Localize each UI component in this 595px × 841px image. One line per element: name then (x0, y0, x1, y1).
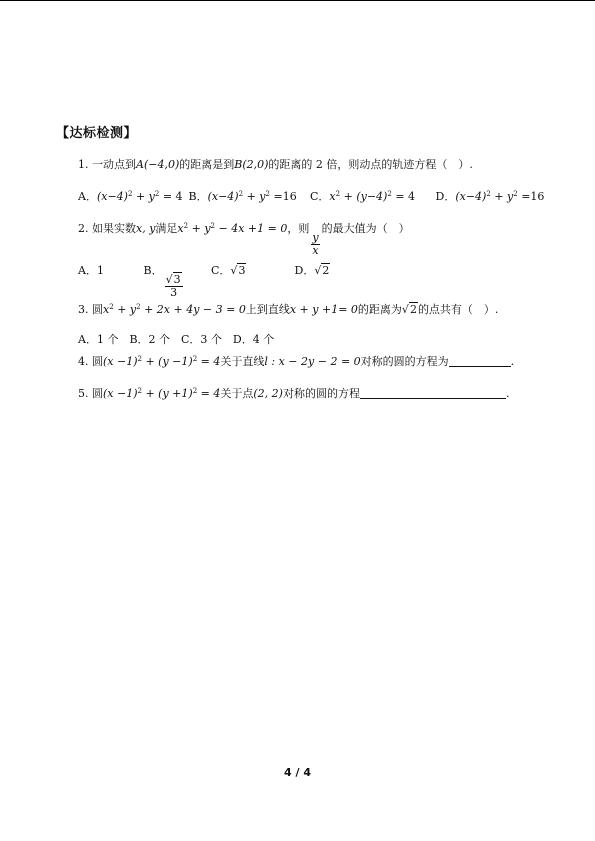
question-number: 3. (78, 303, 89, 316)
question-3: 3. 圆$x^2 + y^2 + 2x + 4y - 3 = 0$上到直线x + y +1= 0的距离为√2的点共有（ ）. (78, 303, 499, 316)
option-d: D．√2 (294, 264, 330, 277)
question-2: 2. 如果实数x, y满足$x^2 + y^2 - 4x +1 = 0$，则 $\frac{y}{x}$ 的最大值为（ ） (78, 222, 410, 257)
option-b: B．$(x-4)^2 + y^2 =16$ (188, 190, 297, 203)
point-b: B(2,0) (234, 158, 269, 171)
option-a: A．$(x-4)^2 + y^2 = 4$ (78, 190, 183, 203)
fraction-y-over-x: $\frac{y}{x}$ (312, 231, 319, 257)
question-number: 1. (78, 158, 89, 171)
question-1: 1. 一动点到A(−4,0)的距离是到B(2,0)的距离的 2 倍，则动点的轨迹方程（ ）. (78, 158, 473, 171)
option-c: C．√3 (211, 264, 246, 277)
question-number: 5. (78, 387, 89, 400)
option-c: C．$x^2 + (y-4)^2 = 4$ (310, 190, 416, 203)
top-border-line (0, 0, 595, 1)
option-a: A．1 (78, 264, 104, 277)
question-1-options (78, 188, 544, 204)
answer-blank (449, 355, 511, 367)
answer-blank (360, 387, 506, 399)
question-3-options: A．1 个 B．2 个 C．3 个 D．4 个 (78, 333, 275, 346)
question-number: 4. (78, 355, 89, 368)
point-a: A(−4,0) (136, 158, 180, 171)
question-4: 4. 圆$(x -1)^2 + (y -1)^2 = 4$关于直线l : x − 2y − 2 = 0对称的圆的方程为 . (78, 355, 515, 368)
question-number: 2. (78, 222, 89, 235)
option-b: B． $\frac{√3}{3}$ (143, 264, 181, 299)
question-5: 5. 圆$(x -1)^2 + (y +1)^2 = 4$关于点(2, 2)对称的圆的方程 . (78, 387, 510, 400)
section-heading: 【达标检测】 (56, 126, 138, 141)
question-2-options (78, 262, 330, 299)
page-number: 4 / 4 (284, 766, 311, 779)
option-d: D．$(x-4)^2 + y^2 =16$ (435, 190, 545, 203)
